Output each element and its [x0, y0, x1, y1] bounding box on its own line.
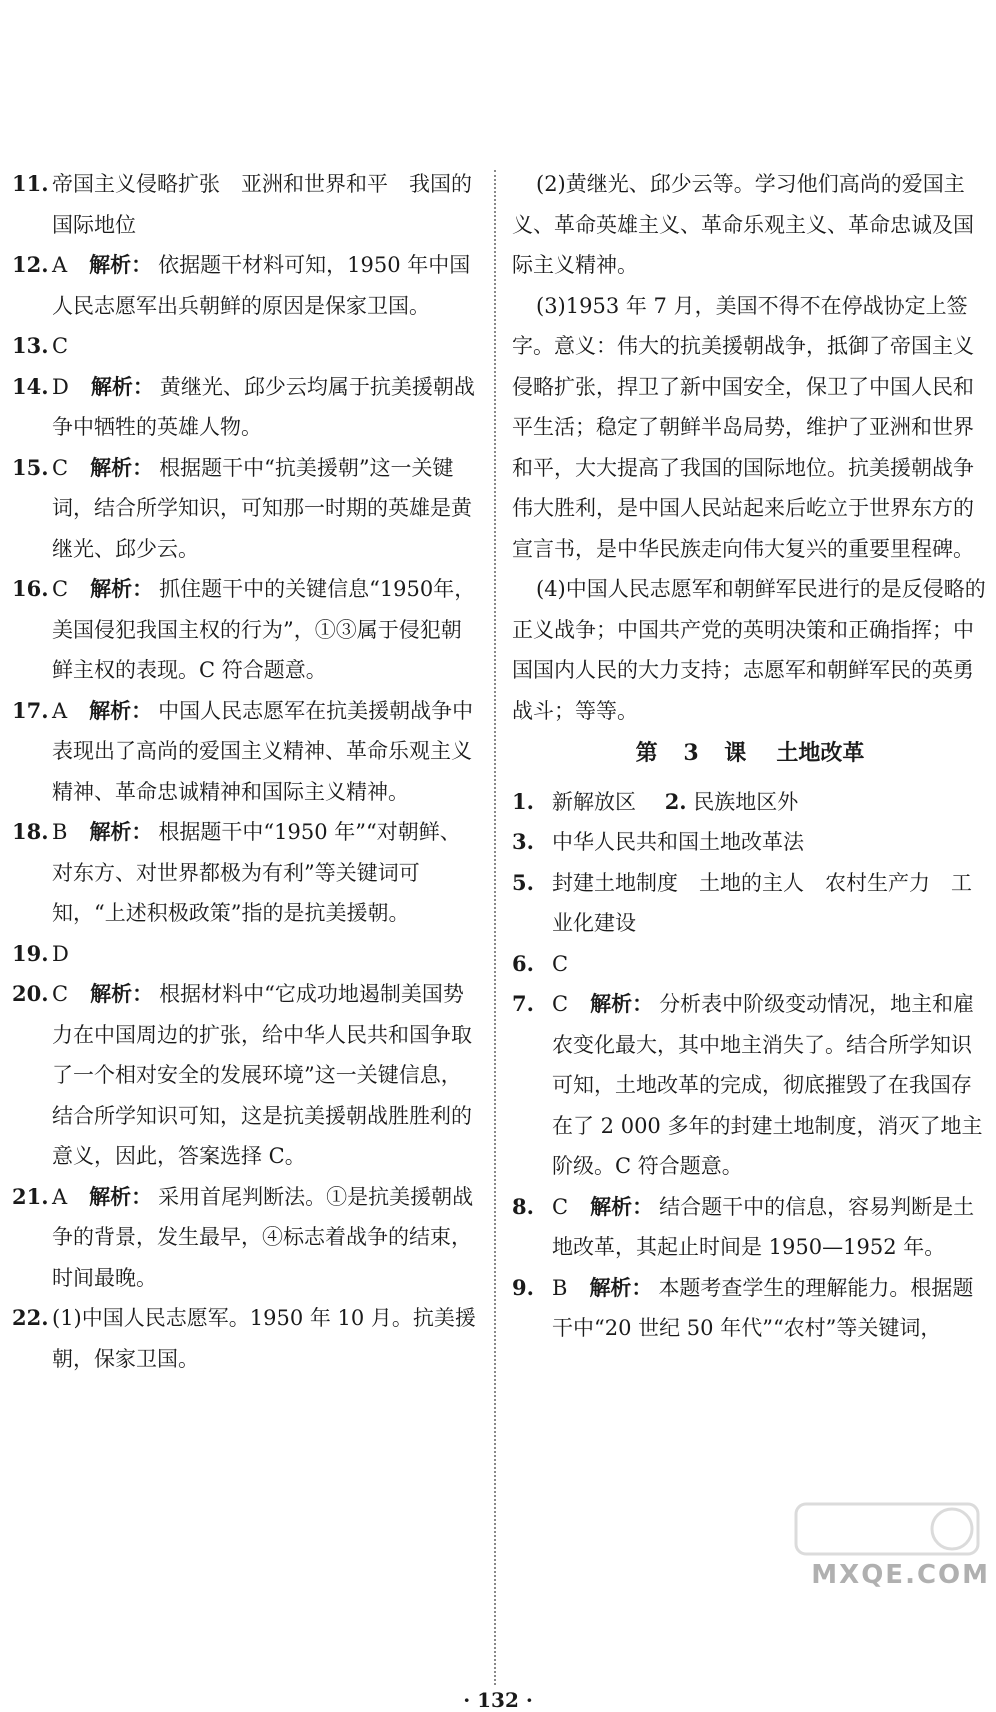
question-22-continued: [512, 164, 988, 731]
item-text: 根据题干中“1950 年”“对朝鲜、对东方、对世界都极为有利”等关键词可知，“上述积极政策”指的是抗美援朝。: [52, 820, 461, 925]
lesson-number: 第 3 课: [635, 740, 747, 766]
answer-choice: A: [52, 698, 68, 723]
answer-item: [512, 863, 988, 944]
item-body: [552, 822, 988, 863]
item-text: 本题考查学生的理解能力。根据题干中“20 世纪 50 年代”“农村”等关键词，: [552, 1275, 974, 1340]
item-text: 根据材料中“它成功地遏制美国势力在中国周边的扩张，给中华人民共和国争取了一个相对安全的发展环境”这一关键信息，结合所学知识可知，这是抗美援朝战胜胜利的意义，因此，答案选择 C。: [52, 982, 472, 1168]
item-number: 3.: [512, 829, 534, 854]
item-body: [52, 245, 480, 326]
item-body: [52, 367, 480, 448]
item-number: 9.: [512, 1274, 534, 1300]
answer-choice: C: [52, 982, 69, 1006]
item-body: [52, 1177, 480, 1299]
item-body: [552, 1268, 988, 1349]
item-number: 2.: [664, 788, 687, 814]
analysis-label: 解析：: [590, 991, 654, 1016]
right-answer-list: [512, 822, 988, 1349]
item-number: 5.: [512, 869, 534, 895]
item-text: 根据题干中“抗美援朝”这一关键词，结合所学知识，可知那一时期的英雄是黄继光、邱少云。: [52, 455, 472, 561]
analysis-label: 解析：: [89, 1183, 153, 1209]
item-number: 19.: [12, 940, 49, 966]
right-column: [512, 164, 988, 1349]
item-number: 20.: [12, 981, 49, 1006]
item-number: 17.: [12, 697, 49, 723]
answer-choice: A: [52, 253, 68, 277]
analysis-label: 解析：: [590, 1193, 654, 1219]
answer-choice: A: [52, 1184, 68, 1209]
left-column: [12, 164, 480, 1379]
answer-item: [512, 822, 988, 863]
item-body: [552, 944, 988, 985]
page-number: · 132 ·: [463, 1688, 533, 1712]
lesson-heading: [512, 733, 988, 774]
answer-choice: B: [552, 1275, 568, 1300]
item-body: [52, 448, 480, 570]
item-number: 11.: [12, 171, 49, 196]
answer-item: [12, 326, 480, 367]
answer-item: [12, 367, 480, 448]
answer-paragraph: (3)1953 年 7 月，美国不得不在停战协定上签字。意义：伟大的抗美援朝战争，抵御了帝国主义侵略扩张，捍卫了新中国安全，保卫了中国人民和平生活；稳定了朝鲜半岛局势，维护了亚洲和世界和平，大大提高了我国的国际地位。抗美援朝战争伟大胜利，是中国人民站起来后屹立于世界东方的宣言书，是中华民族走向伟大复兴的重要里程碑。: [512, 293, 974, 561]
answer-item: [12, 569, 480, 691]
item-number: 16.: [12, 576, 49, 601]
answer-item: [12, 1298, 480, 1379]
item-number: 6.: [512, 950, 534, 976]
item-text: 新解放区: [552, 789, 636, 814]
answer-item: [12, 934, 480, 975]
item-number: 7.: [512, 991, 534, 1016]
item-number: 21.: [12, 1183, 49, 1209]
analysis-label: 解析：: [89, 819, 153, 844]
analysis-label: 解析：: [90, 576, 154, 601]
answer-choice: C: [552, 951, 569, 976]
item-text: 封建土地制度 土地的主人 农村生产力 工业化建设: [552, 870, 972, 935]
analysis-label: 解析：: [90, 454, 154, 480]
analysis-label: 解析：: [90, 981, 154, 1006]
answer-item: [12, 812, 480, 934]
item-body: [52, 1298, 480, 1379]
answer-choice: D: [52, 374, 69, 399]
item-text: (1)中国人民志愿军。1950 年 10 月。抗美援朝，保家卫国。: [52, 1306, 476, 1371]
item-body: [52, 934, 480, 975]
answer-item: [12, 245, 480, 326]
answer-choice: C: [52, 577, 69, 601]
item-body: [52, 691, 480, 813]
analysis-label: 解析：: [89, 252, 153, 277]
item-number: 13.: [12, 333, 49, 358]
answer-item: [512, 1268, 988, 1349]
lesson-title: 土地改革: [776, 740, 865, 766]
item-number: 8.: [512, 1193, 534, 1219]
item-body: [52, 974, 480, 1177]
item-number: 15.: [12, 454, 49, 480]
answer-paragraph: (2)黄继光、邱少云等。学习他们高尚的爱国主义、革命英雄主义、革命乐观主义、革命忠诚及国际主义精神。: [512, 172, 974, 277]
answer-item: [12, 448, 480, 570]
item-text: 结合题干中的信息，容易判断是土地改革，其起止时间是 1950—1952 年。: [552, 1194, 975, 1259]
answer-item: [12, 164, 480, 245]
watermark-text: MXQE.COM: [811, 1560, 990, 1590]
item-body: [552, 1187, 988, 1268]
item-text: 分析表中阶级变动情况，地主和雇农变化最大，其中地主消失了。结合所学知识可知，土地改革的完成，彻底摧毁了在我国存在了 2 000 多年的封建土地制度，消灭了地主阶级。C 符合题意。: [552, 992, 983, 1178]
answer-choice: C: [52, 455, 69, 480]
answer-choice: C: [552, 992, 569, 1016]
item-text: 采用首尾判断法。①是抗美援朝战争的背景，发生最早，④标志着战争的结束，时间最晚。: [52, 1184, 474, 1290]
answer-item: [512, 782, 988, 823]
item-number: 1.: [512, 788, 534, 814]
answer-item: [12, 1177, 480, 1299]
item-body: [52, 326, 480, 367]
item-number: 22.: [12, 1305, 49, 1330]
item-text: 黄继光、邱少云均属于抗美援朝战争中牺牲的英雄人物。: [52, 374, 475, 439]
analysis-label: 解析：: [90, 373, 154, 399]
analysis-label: 解析：: [89, 697, 153, 723]
item-body: [52, 164, 480, 245]
item-body: [552, 984, 988, 1187]
analysis-label: 解析：: [589, 1274, 653, 1300]
item-text: 中国人民志愿军在抗美援朝战争中表现出了高尚的爱国主义精神、革命乐观主义精神、革命忠诚精神和国际主义精神。: [52, 698, 474, 804]
item-body: [552, 863, 988, 944]
item-body: [52, 569, 480, 691]
item-text: 帝国主义侵略扩张 亚洲和世界和平 我国的国际地位: [52, 172, 472, 237]
answer-item: [12, 691, 480, 813]
answer-choice: D: [52, 941, 69, 966]
answer-item: [512, 1187, 988, 1268]
item-number: 14.: [12, 373, 49, 399]
item-text: 中华人民共和国土地改革法: [552, 830, 804, 854]
item-text: 民族地区外: [693, 789, 799, 814]
item-text: 依据题干材料可知，1950 年中国人民志愿军出兵朝鲜的原因是保家卫国。: [52, 253, 471, 318]
answer-choice: B: [52, 820, 68, 844]
answer-choice: C: [52, 334, 69, 358]
column-divider: [494, 170, 496, 1685]
answer-item: [512, 984, 988, 1187]
item-number: 18.: [12, 819, 49, 844]
item-text: 抓住题干中的关键信息“1950年，美国侵犯我国主权的行为”，①③属于侵犯朝鲜主权的表现。C 符合题意。: [52, 577, 476, 682]
answer-paragraph: (4)中国人民志愿军和朝鲜军民进行的是反侵略的正义战争；中国共产党的英明决策和正确指挥；中国国内人民的大力支持；志愿军和朝鲜军民的英勇战斗；等等。: [512, 577, 986, 723]
answer-item: [512, 944, 988, 985]
item-body: [52, 812, 480, 934]
answer-item: [12, 974, 480, 1177]
answer-choice: C: [552, 1194, 569, 1219]
item-number: 12.: [12, 252, 49, 277]
